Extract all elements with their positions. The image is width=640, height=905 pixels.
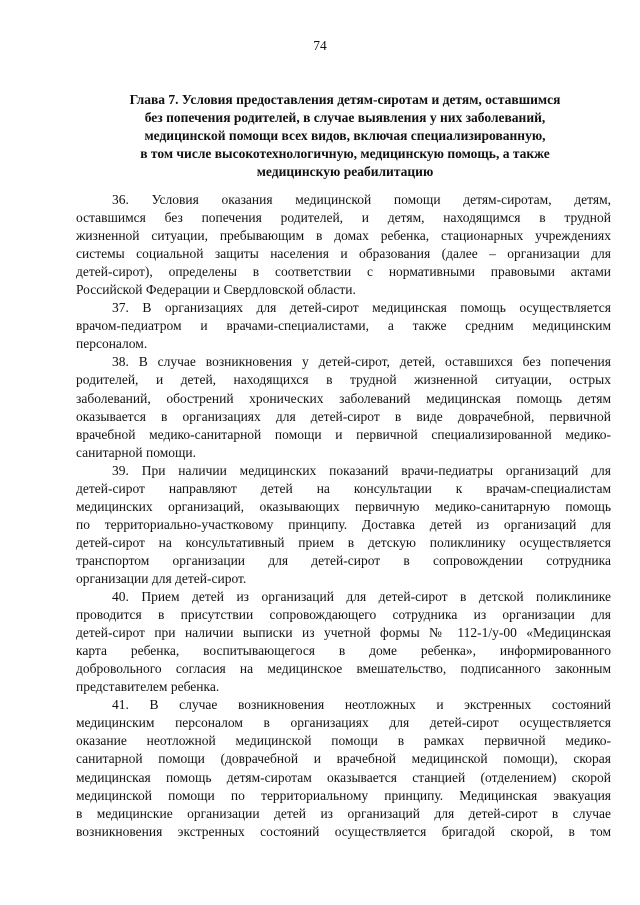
text-line: организации для детей-сирот. [76, 570, 247, 586]
text-line: родителей, и детей, находящихся в трудной жизненной ситуации, острых [76, 372, 611, 388]
text-line: 40. Прием детей из организаций для детей-сирот в детской поликлинике [112, 589, 611, 605]
text-line: медицинской помощи по территориальному принципу. Медицинская эвакуация [76, 787, 611, 803]
text-line: представителем ребенка. [76, 679, 220, 695]
text-line: 38. В случае возникновения у детей-сирот, детей, оставшихся без попечения [112, 354, 611, 370]
paragraph-39 [76, 462, 611, 588]
text-line: детей-сирот направляют детей на консультации к врачам-специалистам [76, 480, 611, 496]
page-number: 74 [313, 38, 327, 53]
text-line: санитарной помощи (доврачебной и врачебной медицинской помощи), скорая [76, 751, 611, 767]
document-body [76, 191, 611, 841]
chapter-title-line: медицинскую реабилитацию [256, 164, 434, 179]
text-line: системы социальной защиты населения и образования (далее – организации для [76, 246, 611, 262]
text-line: карта ребенка, воспитывающегося в доме ребенка», информированного [76, 643, 611, 659]
text-line: врачом-педиатром и врачами-специалистами, а также средним медицинским [76, 318, 611, 334]
paragraph-41 [76, 696, 611, 840]
paragraph-36 [76, 191, 611, 299]
text-line: детей-сирот при наличии выписки из учетной формы № 112-1/у-00 «Медицинская [76, 625, 611, 641]
text-line: 39. При наличии медицинских показаний врачи-педиатры организаций для [112, 462, 611, 478]
chapter-title [80, 91, 610, 181]
text-line: персоналом. [76, 336, 148, 352]
text-line: 36. Условия оказания медицинской помощи детям-сиротам, детям, [112, 192, 611, 207]
paragraph-40 [76, 588, 611, 696]
chapter-title-line: без попечения родителей, в случае выявления у них заболеваний, [144, 110, 546, 125]
text-line: Российской Федерации и Свердловской области. [76, 282, 356, 298]
chapter-title-line: медицинской помощи всех видов, включая специализированную, [144, 128, 546, 143]
text-line: оказание неотложной медицинской помощи в рамках первичной медико- [76, 733, 611, 749]
text-line: жизненной ситуации, пребывающим в домах ребенка, стационарных учреждениях [76, 228, 611, 244]
text-line: заболеваний, обострений хронических заболеваний медицинская помощь детям [76, 390, 611, 406]
text-line: оставшимся без попечения родителей, и детям, находящимся в трудной [76, 210, 611, 226]
text-line: в медицинские организации детей из организаций для детей-сирот в случае [76, 805, 611, 821]
text-line: врачебной медико-санитарной помощи и первичной специализированной медико- [76, 426, 611, 442]
text-line: медицинская помощь детям-сиротам оказывается станцией (отделением) скорой [76, 769, 611, 785]
text-line: медицинских организаций, оказывающих первичную медико-санитарную помощь [76, 498, 611, 514]
text-line: транспортом организации для детей-сирот в сопровождении сотрудника [76, 552, 611, 568]
text-line: медицинским персоналом в организациях для детей-сирот осуществляется [76, 715, 611, 731]
text-line: детей-сирот), определены в соответствии с нормативными правовыми актами [76, 264, 611, 280]
text-line: 37. В организациях для детей-сирот медицинская помощь осуществляется [112, 300, 611, 316]
text-line: проводится в присутствии сопровождающего сотрудника из организации для [76, 607, 611, 623]
text-line: оказывается в организациях для детей-сирот в виде доврачебной, первичной [76, 408, 611, 424]
text-line: возникновения экстренных состояний осуществляется бригадой скорой, в том [76, 823, 611, 839]
text-line: санитарной помощи. [76, 444, 196, 460]
paragraph-37 [76, 299, 611, 353]
text-line: по территориально-участковому принципу. Доставка детей из организаций для [76, 516, 611, 532]
chapter-title-line: Глава 7. Условия предоставления детям-сиротам и детям, оставшимся [129, 92, 561, 107]
chapter-title-line: в том числе высокотехнологичную, медицинскую помощь, а также [140, 146, 550, 161]
paragraph-38 [76, 353, 611, 461]
text-line: детей-сирот на консультативный прием в детскую поликлинику осуществляется [76, 534, 611, 550]
text-line: 41. В случае возникновения неотложных и экстренных состояний [112, 697, 611, 713]
text-line: добровольного согласия на медицинское вмешательство, подписанного законным [76, 661, 611, 677]
